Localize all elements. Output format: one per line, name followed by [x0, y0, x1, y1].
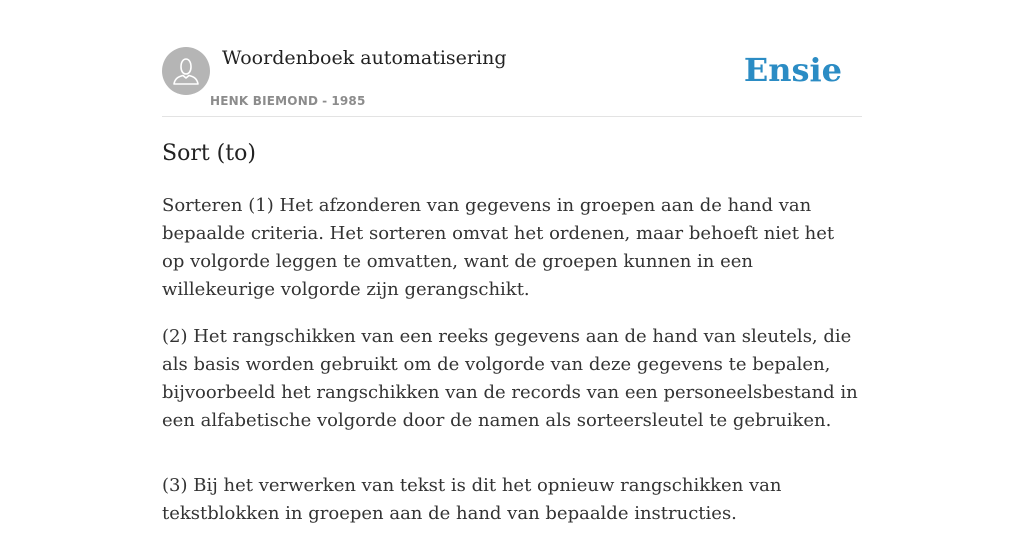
entry-content: [162, 137, 862, 547]
entry-title: Sort (to): [162, 141, 256, 166]
brand-logo-link[interactable]: Ensie: [743, 51, 842, 89]
entry-paragraph-1: Sorteren (1) Het afzonderen van gegevens in groepen aan de hand van bepaalde criteria. Het sorteren omvat het ordenen, maar behoeft niet het op volgorde leggen te omvatten, want de groepen kunnen in een willekeurige volgorde zijn gerangschikt.: [162, 195, 835, 300]
book-title-link[interactable]: Woordenboek automatisering: [222, 47, 507, 69]
publication-year: 1985: [331, 94, 366, 108]
entry-paragraph-3: (3) Bij het verwerken van tekst is dit het opnieuw rangschikken van tekstblokken in groepen aan de hand van bepaalde instructies.: [162, 475, 782, 524]
byline-separator: -: [322, 94, 328, 108]
author-name-link[interactable]: HENK BIEMOND: [210, 94, 319, 108]
entry-header: [162, 46, 862, 117]
author-byline: [210, 93, 366, 109]
entry-paragraph-2: (2) Het rangschikken van een reeks gegevens aan de hand van sleutels, die als basis worden gebruikt om de volgorde van deze gegevens te bepalen, bijvoorbeeld het rangschikken van de records van een personeelsbestand in een alfabetische volgorde door de namen als sorteersleutel te gebruiken.: [162, 326, 858, 431]
author-avatar[interactable]: [162, 47, 210, 95]
user-silhouette-icon: [162, 47, 210, 95]
